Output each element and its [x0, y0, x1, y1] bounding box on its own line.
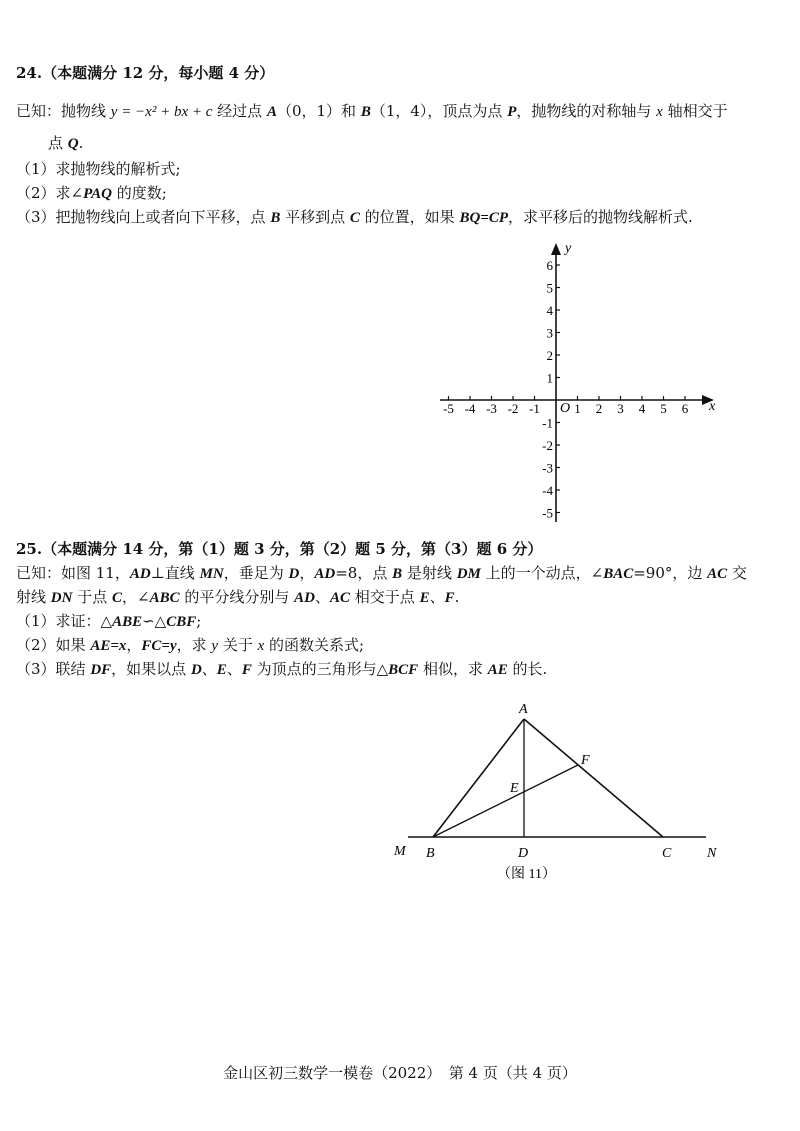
y-tick-label: 4 — [546, 303, 553, 318]
x-tick-label: 4 — [638, 401, 646, 416]
figure-caption: （图 11） — [497, 867, 556, 882]
q25-t: 相交于点 — [350, 588, 420, 606]
q25-t: 、 — [315, 588, 331, 606]
y-tick-label: 6 — [546, 258, 553, 273]
q25-t: AD — [129, 566, 151, 582]
origin-label: O — [560, 401, 571, 416]
q25-t: AE=x — [90, 638, 127, 654]
label-m: M — [394, 844, 406, 859]
q25-t: 的函数关系式; — [264, 636, 365, 654]
q25-t: 于点 — [72, 588, 112, 606]
segment-ac — [524, 719, 663, 837]
q24-part1: （1）求抛物线的解析式; — [16, 160, 181, 178]
q25-t: D — [288, 566, 300, 582]
q24-given-mid2: ，抛物线的对称轴与 — [516, 102, 657, 120]
label-c: C — [662, 846, 672, 861]
q25-t: 射线 — [16, 588, 51, 606]
q24-part2-suffix: 的度数; — [112, 184, 167, 202]
x-tick-label: 6 — [681, 401, 689, 416]
q24-part3-c: C — [349, 210, 360, 226]
q25-t: DN — [50, 590, 73, 606]
q25-t: 、 — [201, 660, 217, 678]
q25-t: C — [112, 590, 123, 606]
q24-coord-b: （1，4），顶点为点 — [370, 102, 508, 120]
q25-t: 相似，求 — [418, 660, 488, 678]
q25-t: =8，点 — [335, 564, 393, 582]
q25-t: F — [444, 590, 455, 606]
q25-t: AC — [330, 590, 351, 606]
q24-part3-mid2: 的位置，如果 — [359, 208, 460, 226]
q25-t: 交 — [727, 564, 747, 582]
q25-t: E — [216, 662, 227, 678]
label-f: F — [581, 753, 590, 768]
q25-t: . — [454, 588, 460, 606]
q25-t: ，如果以点 — [111, 660, 191, 678]
q25-t: =90°，边 — [633, 564, 708, 582]
q25-t: 的平分线分别与 — [179, 588, 295, 606]
q25-part1-sim: ∽△ — [142, 612, 167, 630]
label-n: N — [707, 846, 717, 861]
q25-t: 的长. — [507, 660, 548, 678]
q25-t: BCF — [388, 662, 419, 678]
q25-t: y — [211, 638, 219, 654]
x-tick-label: 2 — [595, 401, 603, 416]
segment-ab — [433, 719, 524, 837]
x-tick-label: -5 — [443, 401, 454, 416]
q25-t: ， — [299, 564, 315, 582]
q25-t: ，求 — [176, 636, 212, 654]
q24-part3-mid: 平移到点 — [280, 208, 350, 226]
label-a: A — [519, 702, 528, 717]
q25-t: 、 — [429, 588, 445, 606]
q25-t: AC — [707, 566, 728, 582]
q25-t: MN — [199, 566, 224, 582]
label-e: E — [510, 781, 519, 796]
y-tick-label: -5 — [542, 505, 553, 521]
y-axis-label: y — [565, 241, 572, 256]
q24-given-mid1: 经过点 — [212, 102, 267, 120]
q24-equation: y = −x² + bx + c — [110, 104, 213, 120]
q25-t: （2）如果 — [16, 636, 91, 654]
x-tick-label: -1 — [529, 401, 540, 416]
q24-given-prefix: 已知：抛物线 — [16, 102, 111, 120]
q25-t: 关于 — [218, 636, 258, 654]
q25-t: ⊥直线 — [150, 564, 200, 582]
q24-part3-b: B — [270, 210, 281, 226]
q24-axis-x: x — [656, 104, 663, 120]
page-footer: 金山区初三数学一模卷（2022） 第 4 页（共 4 页） — [223, 1064, 577, 1082]
y-tick-label: -1 — [542, 415, 553, 431]
y-tick-label: -3 — [542, 460, 553, 476]
q25-t: 已知：如图 11， — [16, 564, 130, 582]
q24-point-a: A — [266, 104, 277, 120]
q25-part1-suffix: ; — [196, 612, 202, 630]
q24-part3-eq: BQ=CP — [459, 210, 509, 226]
q24-header: 24.（本题满分 12 分，每小题 4 分） — [16, 64, 275, 82]
y-tick-label: -2 — [542, 438, 553, 453]
q24-part3-prefix: （3）把抛物线向上或者向下平移，点 — [16, 208, 271, 226]
q25-t: DF — [90, 662, 112, 678]
q25-t: F — [241, 662, 252, 678]
q25-t: DM — [456, 566, 481, 582]
q25-t: E — [419, 590, 430, 606]
y-tick-label: 1 — [546, 370, 553, 386]
q25-t: 为顶点的三角形与△ — [251, 660, 389, 678]
q24-point-b: B — [360, 104, 371, 120]
q25-part1-t1: ABE — [112, 614, 143, 630]
q25-t: AD — [314, 566, 336, 582]
y-tick-label: 2 — [546, 348, 553, 363]
q25-t: 是射线 — [402, 564, 457, 582]
q25-t: FC=y — [141, 638, 177, 654]
label-b: B — [426, 846, 435, 861]
x-tick-label: 1 — [574, 401, 581, 416]
q25-t: ，∠ — [122, 588, 150, 606]
q25-t: 上的一个动点，∠ — [480, 564, 604, 582]
x-tick-label: -3 — [486, 401, 497, 416]
y-tick-label: 3 — [546, 325, 553, 341]
q25-t: ， — [126, 636, 142, 654]
q25-t: x — [257, 638, 265, 654]
q25-t: ，垂足为 — [223, 564, 289, 582]
label-d: D — [518, 846, 529, 861]
q25-part1-prefix: （1）求证：△ — [16, 612, 113, 630]
segment-bf — [433, 765, 578, 837]
q24-point-p: P — [507, 104, 517, 120]
q24-given-end: 轴相交于 — [662, 102, 728, 120]
q24-part2-angle: PAQ — [83, 186, 113, 202]
q25-t: ABC — [149, 590, 180, 606]
q25-t: D — [190, 662, 202, 678]
x-tick-label: 3 — [617, 401, 624, 416]
q25-header: 25.（本题满分 14 分，第（1）题 3 分，第（2）题 5 分，第（3）题 6 分） — [16, 540, 543, 558]
q24-given-cont-prefix: 点 — [48, 134, 68, 152]
q25-t: 、 — [226, 660, 242, 678]
q25-t: BAC — [603, 566, 634, 582]
q24-coord-a: （0，1）和 — [276, 102, 361, 120]
q25-t: AE — [487, 662, 508, 678]
q25-t: B — [392, 566, 403, 582]
q25-part1-t2: CBF — [166, 614, 197, 630]
q25-t: AD — [294, 590, 315, 606]
q25-t: （3）联结 — [16, 660, 91, 678]
x-tick-label: -2 — [507, 401, 519, 416]
q24-point-q: Q — [67, 136, 79, 152]
y-tick-label: -4 — [542, 483, 553, 498]
x-tick-label: 5 — [660, 401, 667, 416]
x-tick-label: -4 — [464, 401, 476, 416]
q24-given-cont-end: . — [78, 134, 84, 152]
q24-part3-suffix: ，求平移后的抛物线解析式. — [508, 208, 693, 226]
y-tick-label: 5 — [546, 280, 553, 296]
x-axis-label: x — [709, 399, 716, 414]
q24-part2-prefix: （2）求∠ — [16, 184, 84, 202]
